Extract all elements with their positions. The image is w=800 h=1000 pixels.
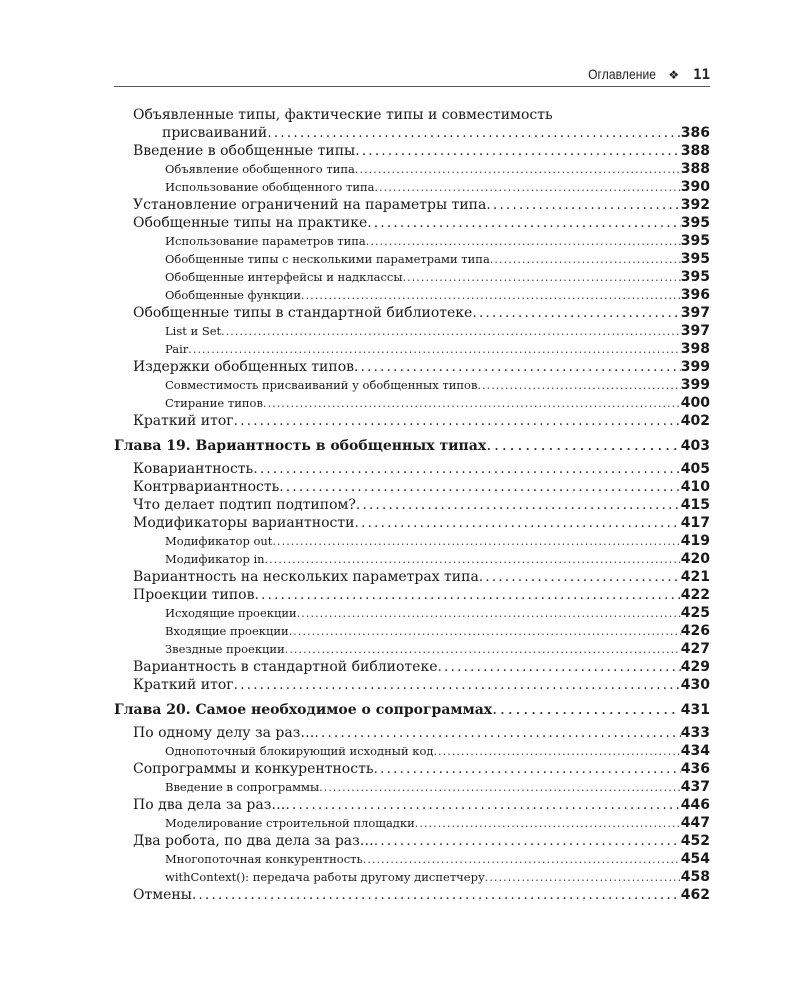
toc-entry-page: 398 — [680, 341, 710, 357]
toc-entry[interactable] — [114, 586, 710, 604]
toc-entry-title: Сопрограммы и конкурентность — [133, 761, 374, 777]
toc-entry[interactable] — [114, 178, 710, 196]
toc-entry[interactable] — [114, 160, 710, 178]
toc-entry-page: 419 — [680, 533, 710, 549]
dot-leader — [492, 698, 677, 720]
toc-entry-page: 403 — [680, 438, 710, 454]
toc-entry-title: Обобщенные типы в стандартной библиотеке — [133, 305, 473, 321]
toc-entry-title: Использование параметров типа — [165, 234, 366, 248]
toc-entry-page: 399 — [680, 359, 710, 375]
toc-entry-page: 427 — [680, 641, 710, 657]
toc-entry[interactable] — [114, 514, 710, 532]
toc-entry[interactable] — [114, 460, 710, 478]
toc-entry-page: 458 — [680, 869, 710, 885]
toc-entry-title: Многопоточная конкурентность — [165, 852, 363, 866]
toc-entry-page: 425 — [680, 605, 710, 621]
toc-entry-title: Издержки обобщенных типов — [133, 359, 355, 375]
toc-entry-title: Входящие проекции — [165, 624, 289, 638]
toc-entry[interactable] — [114, 814, 710, 832]
table-of-contents — [114, 106, 710, 904]
toc-entry[interactable] — [114, 760, 710, 778]
toc-entry-page: 433 — [680, 725, 710, 741]
toc-entry[interactable] — [114, 196, 710, 214]
dot-leader — [297, 605, 681, 622]
toc-entry-page: 452 — [680, 833, 710, 849]
toc-entry-wrapped-line1[interactable] — [114, 106, 710, 124]
toc-entry[interactable] — [114, 496, 710, 514]
dot-leader — [486, 434, 677, 456]
toc-entry[interactable] — [114, 832, 710, 850]
toc-entry[interactable] — [114, 394, 710, 412]
toc-entry-title: Обобщенные типы с несколькими параметрами типа — [165, 252, 490, 266]
toc-entry[interactable] — [114, 550, 710, 568]
toc-entry-page: 430 — [680, 677, 710, 693]
toc-entry-page: 436 — [680, 761, 710, 777]
toc-entry-title-cont: присваиваний — [162, 125, 268, 141]
dot-leader — [355, 161, 681, 178]
toc-entry-page: 388 — [680, 143, 710, 159]
toc-entry[interactable] — [114, 778, 710, 796]
page-number: 11 — [693, 67, 710, 83]
toc-entry-title: Введение в обобщенные типы — [133, 143, 356, 159]
toc-entry-page: 415 — [680, 497, 710, 513]
toc-entry-page: 420 — [680, 551, 710, 567]
dot-leader — [355, 142, 681, 160]
toc-entry-page: 421 — [680, 569, 710, 585]
toc-entry-title: Введение в сопрограммы — [165, 780, 320, 794]
toc-entry-page: 392 — [680, 197, 710, 213]
toc-entry[interactable] — [114, 850, 710, 868]
toc-entry[interactable] — [114, 286, 710, 304]
toc-entry[interactable] — [114, 232, 710, 250]
dot-leader — [375, 179, 681, 196]
toc-entry-title: Модификатор out — [165, 534, 273, 548]
toc-entry[interactable] — [114, 304, 710, 322]
running-head-title: Оглавление — [588, 66, 657, 82]
toc-entry-wrapped-line2[interactable] — [114, 124, 710, 142]
toc-entry[interactable] — [114, 622, 710, 640]
toc-entry-page: 405 — [680, 461, 710, 477]
dot-leader — [301, 287, 681, 304]
toc-entry-title: Объявленные типы, фактические типы и совместимость — [133, 107, 553, 123]
toc-entry[interactable] — [114, 322, 710, 340]
toc-entry-page: 426 — [680, 623, 710, 639]
running-head — [114, 66, 710, 86]
dot-leader — [192, 886, 681, 904]
toc-entry-title: Краткий итог — [133, 413, 234, 429]
dot-leader — [438, 658, 681, 676]
toc-entry-title: По два дела за раз… — [133, 797, 286, 813]
dot-leader — [221, 323, 681, 340]
toc-entry-page: 396 — [680, 287, 710, 303]
toc-entry-title: Исходящие проекции — [165, 606, 297, 620]
toc-entry-page: 399 — [680, 377, 710, 393]
toc-entry-page: 431 — [680, 702, 710, 718]
dot-leader — [354, 514, 680, 532]
toc-entry-title: Глава 20. Самое необходимое о сопрограммах — [114, 702, 493, 718]
dot-leader — [415, 815, 681, 832]
dot-leader — [289, 623, 681, 640]
dot-leader — [253, 460, 681, 478]
dot-leader — [234, 412, 681, 430]
toc-entry-title: Модификаторы вариантности — [133, 515, 355, 531]
toc-entry-title: Использование обобщенного типа — [165, 180, 375, 194]
toc-entry[interactable] — [114, 358, 710, 376]
toc-entry-title: Два робота, по два дела за раз… — [133, 833, 374, 849]
toc-entry[interactable] — [114, 640, 710, 658]
toc-entry-page: 400 — [680, 395, 710, 411]
toc-entry-title: Объявление обобщенного типа — [165, 162, 355, 176]
toc-entry[interactable] — [114, 214, 710, 232]
toc-entry-title: Звездные проекции — [165, 642, 285, 656]
toc-entry-page: 395 — [680, 251, 710, 267]
toc-entry[interactable] — [114, 478, 710, 496]
toc-entry-page: 395 — [680, 215, 710, 231]
toc-entry-title: По одному делу за раз… — [133, 725, 315, 741]
header-rule — [114, 86, 710, 87]
toc-entry-page: 447 — [680, 815, 710, 831]
dot-leader — [272, 533, 680, 550]
toc-entry-title: Установление ограничений на параметры типа — [133, 197, 487, 213]
toc-entry[interactable] — [114, 796, 710, 814]
toc-entry[interactable] — [114, 340, 710, 358]
dot-leader — [314, 724, 680, 742]
toc-entry-title: Вариантность в стандартной библиотеке — [133, 659, 438, 675]
toc-entry[interactable] — [114, 742, 710, 760]
toc-entry-title: Стирание типов — [165, 396, 263, 410]
toc-entry-title: Обобщенные типы на практике — [133, 215, 368, 231]
toc-entry[interactable] — [114, 412, 710, 430]
toc-entry[interactable] — [114, 604, 710, 622]
toc-entry-page: 395 — [680, 233, 710, 249]
toc-entry-title: Обобщенные интерфейсы и надклассы — [165, 270, 403, 284]
toc-entry[interactable] — [114, 250, 710, 268]
dot-leader — [472, 304, 680, 322]
dot-leader — [188, 341, 681, 358]
toc-entry-title: withContext(): передача работы другому диспетчеру — [165, 870, 485, 884]
toc-entry-page: 462 — [680, 887, 710, 903]
toc-entry-title: Pair — [165, 342, 189, 356]
toc-entry-page: 388 — [680, 161, 710, 177]
toc-list — [114, 142, 710, 904]
toc-entry-page: 397 — [680, 323, 710, 339]
toc-entry-page: 402 — [680, 413, 710, 429]
dot-leader — [285, 641, 681, 658]
toc-entry-title: Совместимость присваиваний у обобщенных типов — [165, 378, 478, 392]
dot-leader — [373, 760, 680, 778]
dot-leader — [267, 124, 681, 142]
toc-entry-page: 397 — [680, 305, 710, 321]
toc-entry-page: 422 — [680, 587, 710, 603]
toc-entry-title: Контрвариантность — [133, 479, 280, 495]
toc-entry[interactable] — [114, 568, 710, 586]
toc-entry-page: 390 — [680, 179, 710, 195]
dot-leader — [433, 743, 680, 760]
dot-leader — [354, 358, 681, 376]
toc-entry[interactable] — [114, 532, 710, 550]
dot-leader — [486, 196, 680, 214]
dot-leader — [285, 796, 680, 814]
dot-leader — [479, 568, 681, 586]
dot-leader — [265, 551, 681, 568]
dot-leader — [363, 851, 681, 868]
toc-entry-page: 446 — [680, 797, 710, 813]
toc-entry-title: Однопоточный блокирующий исходный код — [165, 744, 434, 758]
toc-entry[interactable] — [114, 268, 710, 286]
dot-leader — [254, 586, 680, 604]
toc-entry-title: Краткий итог — [133, 677, 234, 693]
dot-leader — [234, 676, 681, 694]
toc-entry[interactable] — [114, 676, 710, 694]
toc-chapter-entry[interactable] — [114, 434, 710, 456]
toc-entry[interactable] — [114, 868, 710, 886]
toc-entry[interactable] — [114, 724, 710, 742]
toc-entry-title: Обобщенные функции — [165, 288, 301, 302]
toc-entry-title: Вариантность на нескольких параметрах типа — [133, 569, 479, 585]
toc-entry-title: Моделирование строительной площадки — [165, 816, 415, 830]
toc-entry[interactable] — [114, 142, 710, 160]
toc-entry-title: List и Set — [165, 324, 222, 338]
toc-entry-page: 454 — [680, 851, 710, 867]
toc-entry[interactable] — [114, 376, 710, 394]
dot-leader — [319, 779, 681, 796]
toc-entry-page: 410 — [680, 479, 710, 495]
dot-leader — [374, 832, 681, 850]
dot-leader — [367, 214, 681, 232]
toc-entry-title: Отмены — [133, 887, 192, 903]
toc-entry[interactable] — [114, 886, 710, 904]
toc-entry-page: 437 — [680, 779, 710, 795]
dot-leader — [263, 395, 681, 412]
toc-entry-page: 386 — [680, 125, 710, 141]
toc-entry-page: 429 — [680, 659, 710, 675]
toc-entry-title: Модификатор in — [165, 552, 265, 566]
dot-leader — [356, 496, 681, 514]
toc-entry-title: Глава 19. Вариантность в обобщенных типах — [114, 438, 487, 454]
toc-entry-page: 395 — [680, 269, 710, 285]
dot-leader — [279, 478, 681, 496]
dot-leader — [477, 377, 680, 394]
toc-entry-title: Что делает подтип подтипом? — [133, 497, 356, 513]
toc-entry-title: Ковариантность — [133, 461, 254, 477]
toc-entry[interactable] — [114, 658, 710, 676]
toc-chapter-entry[interactable] — [114, 698, 710, 720]
toc-entry-title: Проекции типов — [133, 587, 255, 603]
dot-leader — [403, 269, 681, 286]
dot-leader — [490, 251, 681, 268]
dot-leader — [366, 233, 681, 250]
ornament-icon: ❖ — [668, 68, 680, 82]
toc-entry-page: 434 — [680, 743, 710, 759]
dot-leader — [485, 869, 681, 886]
toc-entry-page: 417 — [680, 515, 710, 531]
